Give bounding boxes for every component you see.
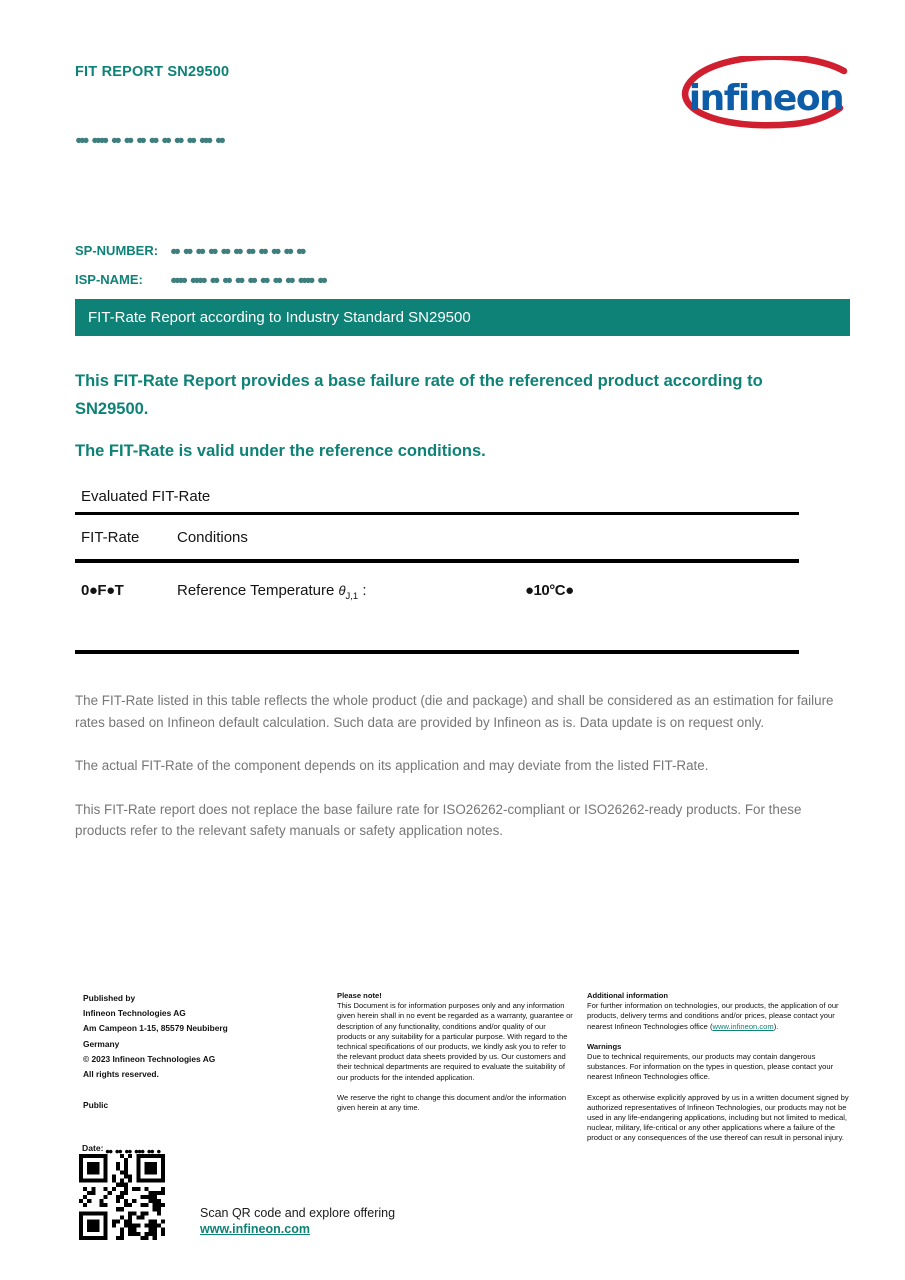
company-line: Infineon Technologies AG bbox=[83, 1008, 186, 1019]
headline-valid-conditions: The FIT-Rate is valid under the reference conditions. bbox=[75, 442, 486, 460]
theta-symbol: θ bbox=[338, 583, 346, 598]
temperature-value-redacted: ●10°C● bbox=[525, 582, 574, 599]
table-header-row bbox=[75, 515, 799, 559]
logo-wordmark: infineon bbox=[688, 78, 844, 119]
infineon-logo bbox=[676, 56, 852, 136]
fit-rate-value-redacted: 0●F●T bbox=[81, 582, 124, 599]
additional-info-heading: Additional information bbox=[587, 991, 668, 1000]
document-fields bbox=[75, 236, 324, 294]
footer-info-column bbox=[587, 991, 849, 1154]
warnings-body-applications: Except as otherwise explicitly approved by us in a written document signed by authorized representatives of Infineon Technologies, our products may not be used in any life-endangering applications, including but not limited to medical, nuclear, military, life-critical or any other applications where a failure of the product or any consequences of the use thereof can result in personal injury. bbox=[587, 1092, 849, 1143]
infineon-website-link[interactable]: www.infineon.com bbox=[200, 1222, 310, 1236]
isp-name-row bbox=[75, 265, 324, 294]
scan-qr-text: Scan QR code and explore offering bbox=[200, 1206, 396, 1220]
address-line: Am Campeon 1-15, 85579 Neubiberg bbox=[83, 1023, 228, 1034]
theta-subscript: J,1 bbox=[345, 591, 359, 602]
isp-name-redacted-value: ●●●● ●●●● ●● ●● ●● ●● ●● ●● ●● ●●●● ●● bbox=[170, 272, 325, 287]
sp-number-redacted-value: ●● ●● ●● ●● ●● ●● ●● ●● ●● ●● ●● bbox=[170, 243, 303, 258]
infineon-logo-graphic bbox=[676, 56, 852, 136]
warnings-body-substances: Due to technical requirements, our products may contain dangerous substances. For information on the types in question, please contact your nearest Infineon Technologies office. bbox=[587, 1052, 834, 1082]
condition-cell bbox=[177, 563, 525, 650]
column-header-conditions: Conditions bbox=[177, 529, 248, 546]
please-note-body: This Document is for information purposes only and any information given herein shall in no event be regarded as a warranty, guarantee or description of any functionality, conditions and/or quality of our products or any suitability for a particular purpose. With regard to the technical specifications of our products, we kindly ask you to refer to the relevant product data sheets provided by us. Our customers and their technical departments are required to evaluate the suitability of our products for the intended application. bbox=[337, 1001, 573, 1082]
rights-line: All rights reserved. bbox=[83, 1069, 159, 1080]
page-title: FIT REPORT SN29500 bbox=[75, 64, 230, 80]
warnings-heading: Warnings bbox=[587, 1041, 622, 1051]
headline-base-failure-rate: This FIT-Rate Report provides a base failure rate of the referenced product according to SN29500. bbox=[75, 372, 763, 418]
isp-name-label: ISP-NAME: bbox=[75, 272, 143, 287]
column-header-fit-rate: FIT-Rate bbox=[81, 529, 140, 546]
condition-label: Reference Temperature bbox=[177, 582, 339, 599]
footer-note-column bbox=[337, 991, 575, 1123]
classification-label: Public bbox=[83, 1100, 109, 1111]
date-redacted-value: ●● ●● ●● ●●● ●● ● bbox=[105, 1146, 160, 1156]
evaluated-fit-rate-table bbox=[75, 486, 799, 654]
qr-code bbox=[79, 1154, 165, 1240]
condition-colon: : bbox=[358, 582, 367, 599]
date-label: Date: bbox=[82, 1143, 104, 1153]
infineon-footer-link[interactable]: www.infineon.com bbox=[712, 1021, 774, 1031]
additional-info-text-end: ). bbox=[773, 1021, 779, 1031]
table-caption: Evaluated FIT-Rate bbox=[81, 488, 211, 505]
redacted-product-name: ●●● ●●●● ●● ●● ●● ●● ●● ●● ●● ●●● ●● bbox=[75, 133, 223, 147]
copyright-line: © 2023 Infineon Technologies AG bbox=[83, 1053, 216, 1064]
country-line: Germany bbox=[83, 1038, 120, 1049]
sp-number-row bbox=[75, 236, 324, 265]
footer-published-column bbox=[83, 991, 318, 1113]
body-paragraphs bbox=[75, 690, 843, 864]
section-banner-text: FIT-Rate Report according to Industry Standard SN29500 bbox=[88, 309, 471, 326]
section-banner bbox=[75, 299, 850, 336]
paragraph-application: The actual FIT-Rate of the component depends on its application and may deviate from the listed FIT-Rate. bbox=[75, 758, 709, 773]
published-by-line: Published by bbox=[83, 993, 136, 1003]
sp-number-label: SP-NUMBER: bbox=[75, 243, 159, 258]
paragraph-iso26262: This FIT-Rate report does not replace the base failure rate for ISO26262-compliant or ISO26262-ready products. For these products refer to the relevant safety manuals or safety application notes. bbox=[75, 801, 802, 838]
additional-info-text: For further information on technologies, our products, the application of our products, delivery terms and conditions and/or prices, please contact your nearest Infineon Technologies office ( bbox=[587, 1001, 839, 1031]
paragraph-estimation: The FIT-Rate listed in this table reflects the whole product (die and package) and shall be considered as an estimation for failure rates based on Infineon default calculation. Such data are provided by Infineon as is. Data update is on request only. bbox=[75, 693, 834, 730]
reserve-right-body: We reserve the right to change this document and/or the information given herein at any time. bbox=[337, 1092, 567, 1113]
table-rule-bottom bbox=[75, 650, 799, 654]
please-note-heading: Please note! bbox=[337, 991, 382, 1000]
additional-info-body bbox=[587, 1001, 849, 1032]
table-data-row bbox=[75, 563, 799, 650]
